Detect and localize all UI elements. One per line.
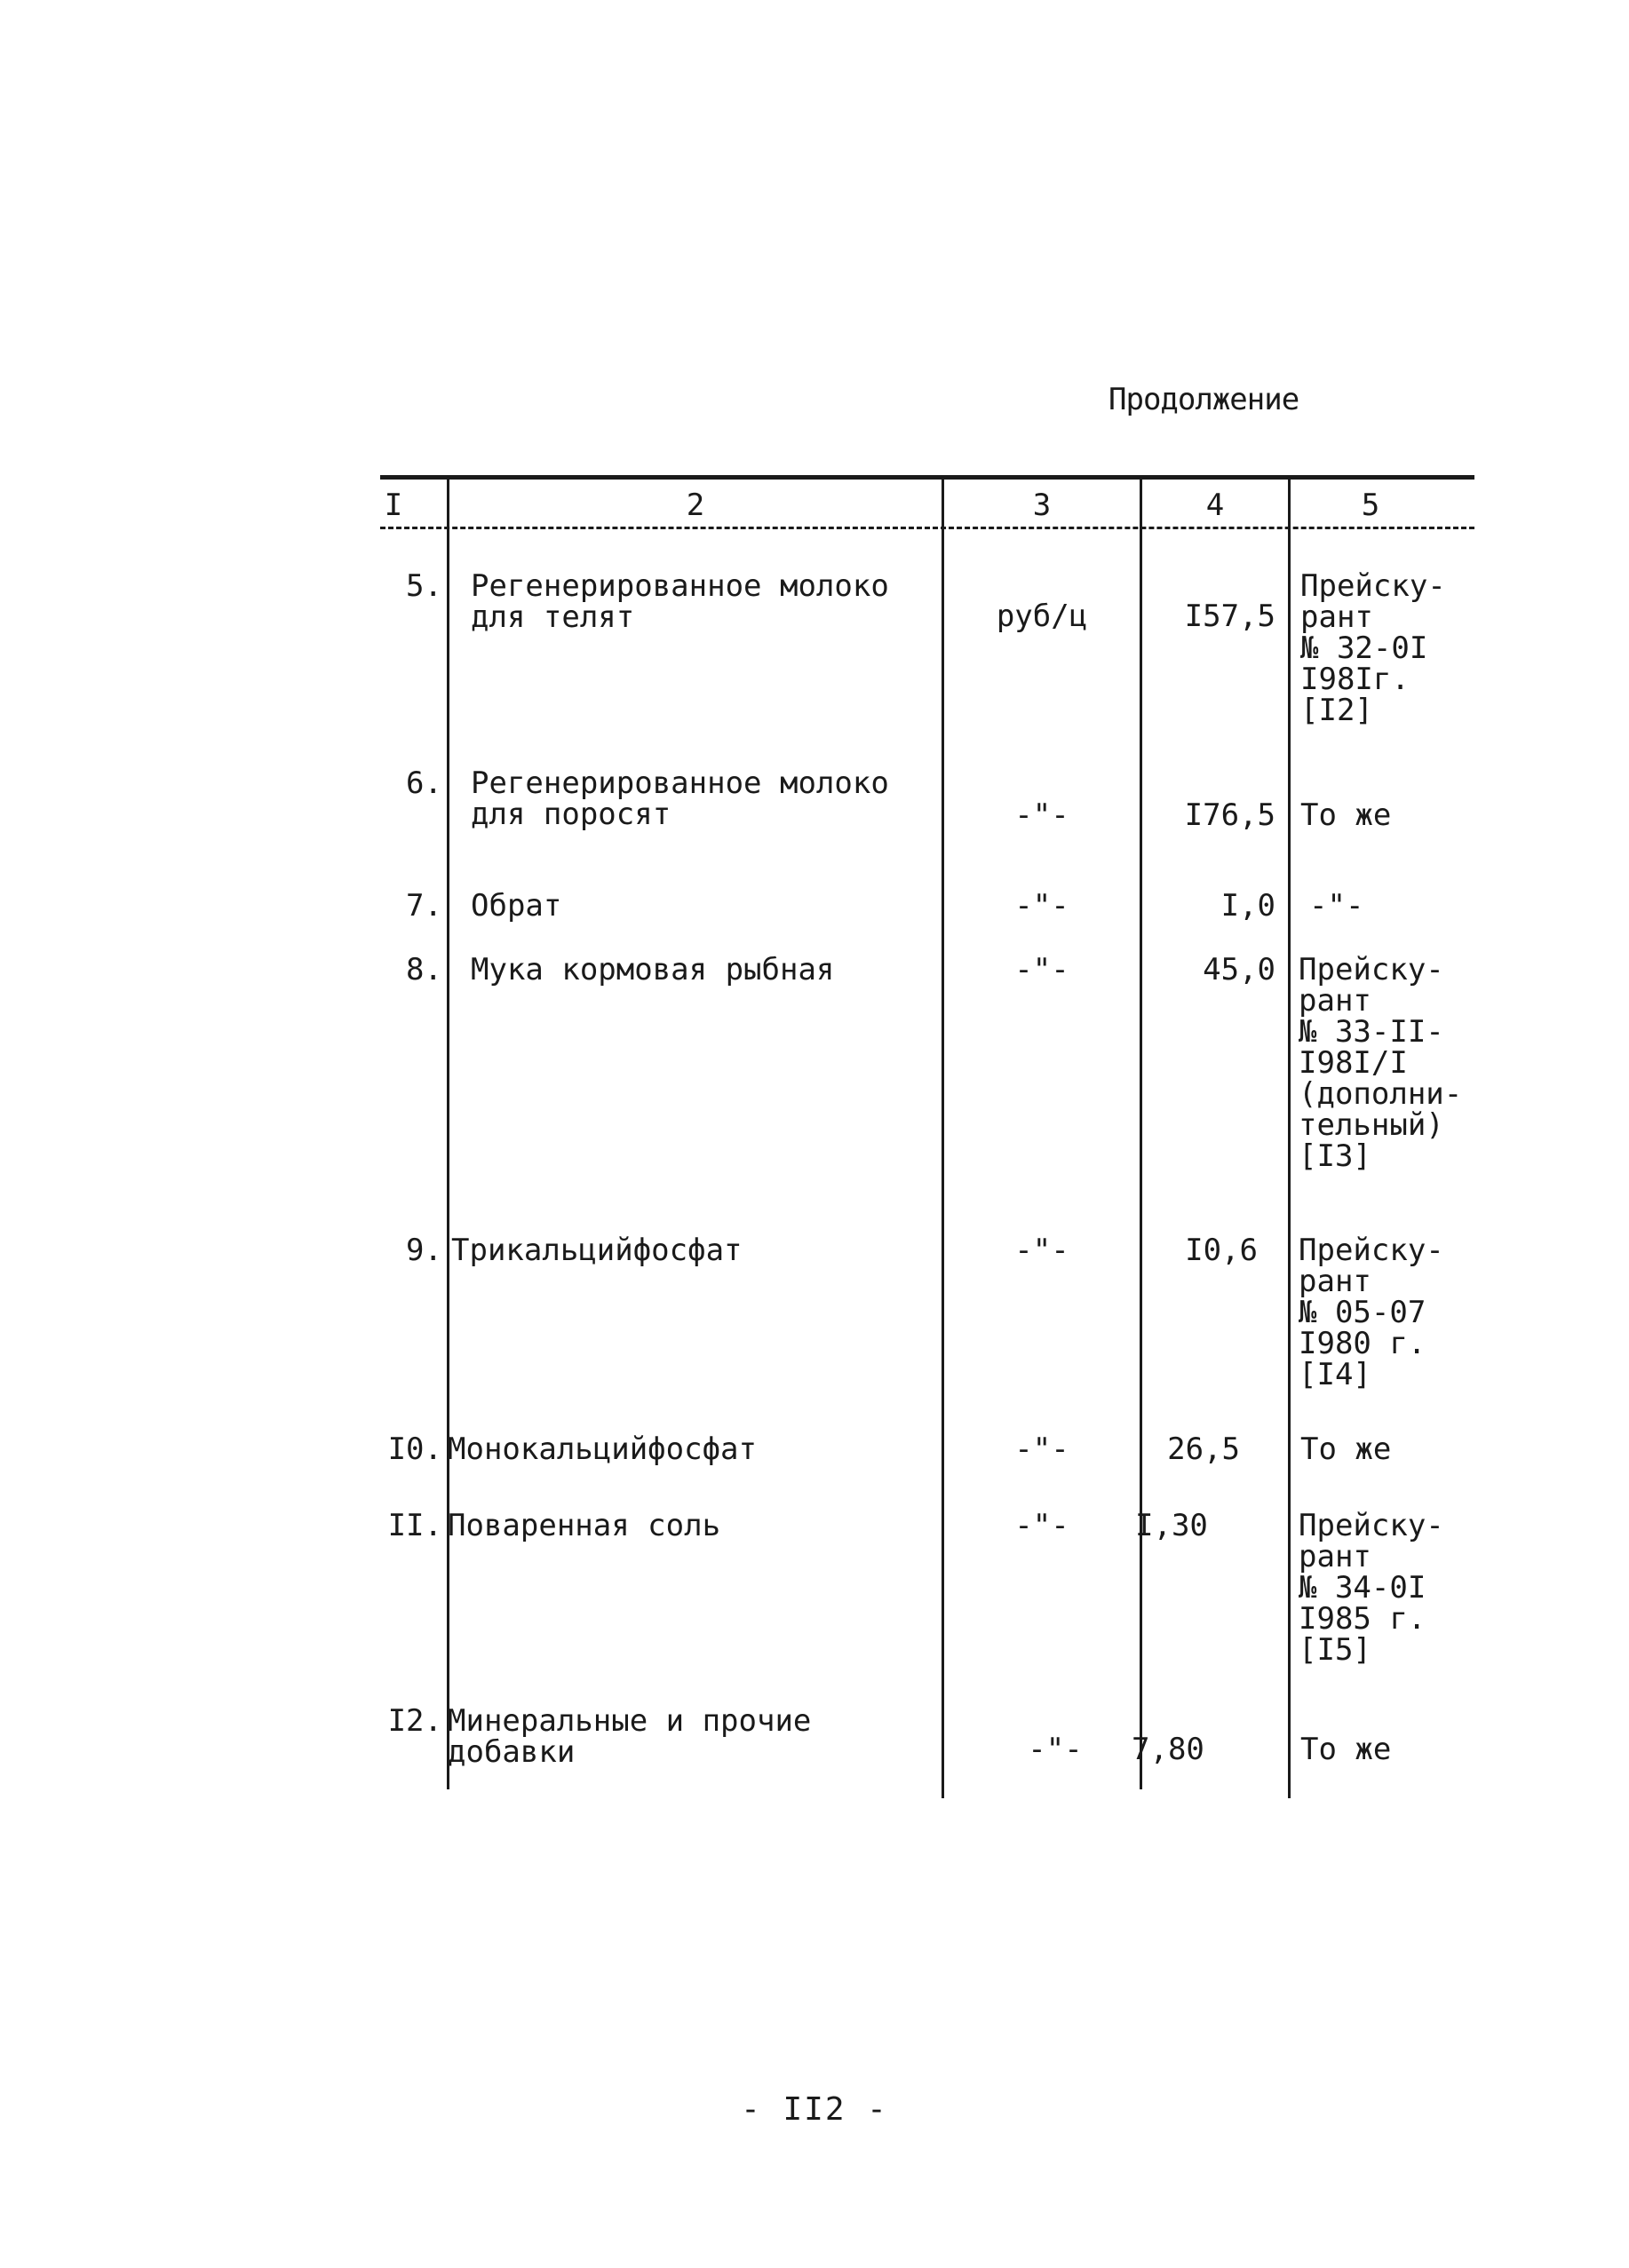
column-divider-1 [447,475,449,1789]
item-name: Регенерированное молоко для поросят [471,765,889,832]
price-value: I76,5 [1184,797,1275,833]
row-number: 7. [406,888,442,924]
row-number: 6. [406,765,442,801]
column-divider-2 [942,475,944,1798]
price-value: I,30 [1135,1508,1208,1543]
row-number: 9. [406,1233,442,1268]
unit: -"- [1014,797,1069,833]
source: Прейску- рант № 34-0I I985 г. [I5] [1299,1508,1444,1668]
item-name: Минеральные и прочие добавки [448,1703,812,1770]
item-name: Поваренная соль [448,1508,721,1543]
unit: -"- [1014,952,1069,987]
page-number: - II2 - [741,2091,888,2128]
price-value: 7,80 [1132,1732,1204,1767]
column-header-5: 5 [1361,488,1380,523]
unit: -"- [1028,1732,1083,1767]
column-divider-4 [1288,475,1291,1798]
column-header-2: 2 [686,488,705,523]
continuation-label: Продолжение [1109,382,1299,417]
row-number: I2. [387,1703,442,1739]
unit: -"- [1014,1508,1069,1543]
row-number: II. [387,1508,442,1543]
row-number: I0. [387,1431,442,1467]
row-number: 5. [406,568,442,604]
item-name: Монокальцийфосфат [448,1431,757,1467]
item-name: Мука кормовая рыбная [471,952,835,987]
source: Прейску- рант № 05-07 I980 г. [I4] [1299,1233,1444,1392]
column-header-3: 3 [1032,488,1052,523]
unit: -"- [1014,1233,1069,1268]
source: То же [1300,1732,1392,1767]
source: Прейску- рант № 33-II- I98I/I (дополни- тельный) [I3] [1299,952,1463,1174]
item-name: Обрат [471,888,562,924]
unit: руб/ц [996,599,1088,634]
price-value: 26,5 [1167,1431,1240,1467]
source: То же [1300,797,1392,833]
price-value: I,0 [1220,888,1275,924]
price-value: I0,6 [1185,1233,1258,1268]
column-header-1: I [384,488,403,523]
item-name: Трикальцийфосфат [451,1233,743,1268]
source: То же [1300,1431,1392,1467]
table-header-rule [380,527,1474,529]
price-table [380,475,1474,1803]
price-value: 45,0 [1203,952,1275,987]
table-top-rule [380,475,1474,480]
price-value: I57,5 [1184,599,1275,634]
row-number: 8. [406,952,442,987]
column-header-4: 4 [1205,488,1225,523]
unit: -"- [1014,888,1069,924]
source: -"- [1309,888,1364,924]
item-name: Регенерированное молоко для телят [471,568,889,635]
source: Прейску- рант № 32-0I I98Iг. [I2] [1300,568,1446,728]
column-divider-3 [1140,475,1142,1789]
unit: -"- [1014,1431,1069,1467]
